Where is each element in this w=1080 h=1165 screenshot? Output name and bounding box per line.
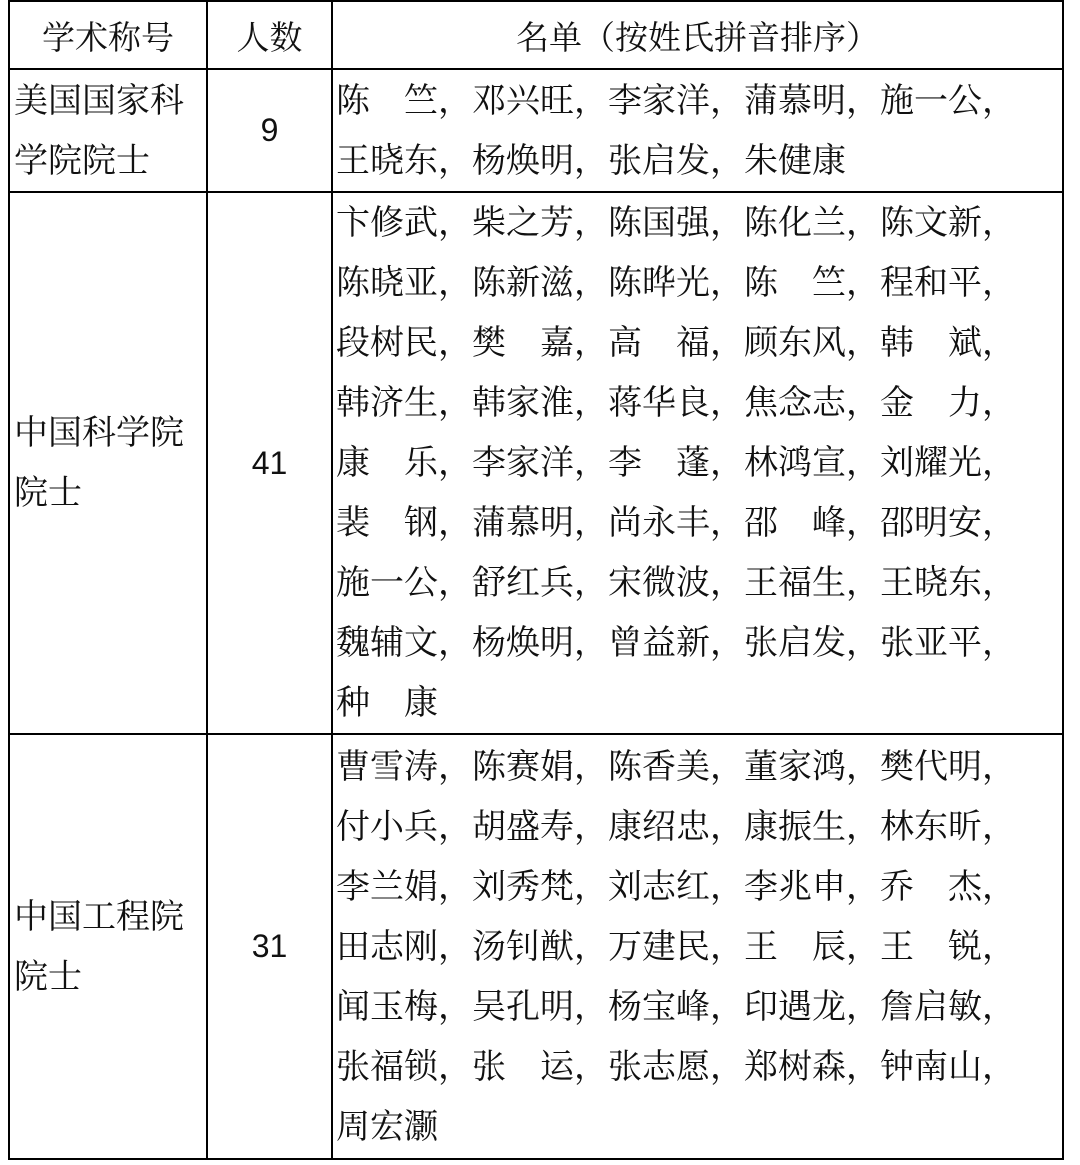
header-count: 人数 <box>207 1 332 69</box>
name-line: 韩济生，韩家淮，蒋华良，焦念志，金 力， <box>336 383 1016 423</box>
row-names <box>332 734 1063 1159</box>
row-names <box>332 192 1063 734</box>
table-row <box>9 69 1063 192</box>
name-line: 段树民，樊 嘉，高 福，顾东风，韩 斌， <box>336 323 1016 363</box>
academician-table <box>8 0 1064 1160</box>
name-line: 陈晓亚，陈新滋，陈晔光，陈 竺，程和平， <box>336 263 1016 303</box>
row-title <box>9 192 207 734</box>
name-line: 裴 钢，蒲慕明，尚永丰，邵 峰，邵明安， <box>336 503 1016 543</box>
row-title-line: 中国工程院 <box>14 896 184 937</box>
row-title-line: 院士 <box>14 473 82 513</box>
row-title-line: 学院院士 <box>14 140 150 181</box>
name-line: 陈 竺，邓兴旺，李家洋，蒲慕明，施一公， <box>336 80 1016 121</box>
row-title <box>9 734 207 1159</box>
table-row <box>9 192 1063 734</box>
name-line: 张福锁，张 运，张志愿，郑树森，钟南山， <box>336 1046 1016 1087</box>
name-line: 闻玉梅，吴孔明，杨宝峰，印遇龙，詹启敏， <box>336 986 1016 1027</box>
row-title <box>9 69 207 192</box>
name-line: 种 康 <box>336 683 438 723</box>
row-count: 9 <box>207 69 332 192</box>
name-line: 魏辅文，杨焕明，曾益新，张启发，张亚平， <box>336 623 1016 663</box>
name-line: 付小兵，胡盛寿，康绍忠，康振生，林东昕， <box>336 806 1016 847</box>
name-line: 卞修武，柴之芳，陈国强，陈化兰，陈文新， <box>336 203 1016 243</box>
row-title-line: 美国国家科 <box>14 80 184 121</box>
row-title-line: 中国科学院 <box>14 413 184 453</box>
name-line: 周宏灏 <box>336 1106 438 1147</box>
name-line: 曹雪涛，陈赛娟，陈香美，董家鸿，樊代明， <box>336 746 1016 787</box>
header-title: 学术称号 <box>9 1 207 69</box>
name-line: 田志刚，汤钊猷，万建民，王 辰，王 锐， <box>336 926 1016 967</box>
header-row <box>9 1 1063 69</box>
row-count: 31 <box>207 734 332 1159</box>
name-line: 康 乐，李家洋，李 蓬，林鸿宣，刘耀光， <box>336 443 1016 483</box>
name-line: 李兰娟，刘秀梵，刘志红，李兆申，乔 杰， <box>336 866 1016 907</box>
row-names <box>332 69 1063 192</box>
row-count: 41 <box>207 192 332 734</box>
table-row <box>9 734 1063 1159</box>
row-title-line: 院士 <box>14 956 82 997</box>
header-names: 名单（按姓氏拼音排序） <box>332 1 1063 69</box>
name-line: 王晓东，杨焕明，张启发，朱健康 <box>336 140 846 181</box>
name-line: 施一公，舒红兵，宋微波，王福生，王晓东， <box>336 563 1016 603</box>
